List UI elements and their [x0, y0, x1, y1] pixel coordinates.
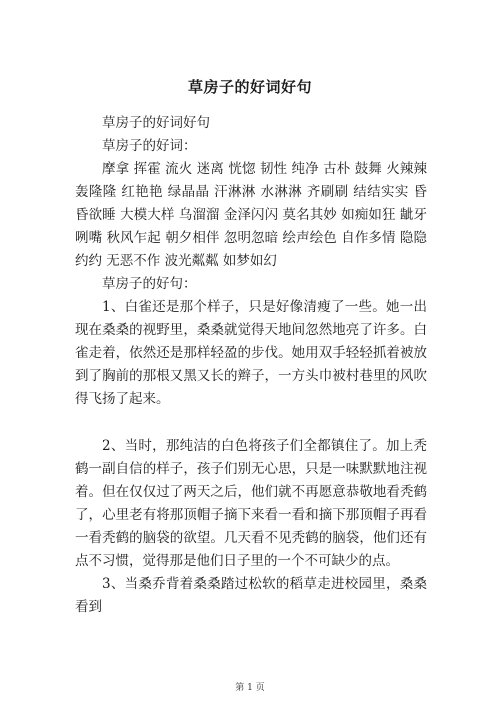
paragraph-spacer — [75, 411, 427, 435]
paragraph-word-list: 摩拿 挥霍 流火 迷离 恍惚 韧性 纯净 古朴 鼓舞 火辣辣 轰隆隆 红艳艳 绿晶晶 汗淋淋 水淋淋 齐刷刷 结结实实 昏昏欲睡 大模大样 乌溜溜 金泽闪闪 莫名其妙 如痴如狂 龇牙咧嘴 秋风乍起 朝夕相伴 忽明忽暗 绘声绘色 自作多情 隐隐约约 无恶不作 波光粼粼 如梦如幻 — [75, 161, 427, 269]
paragraph-sentence-3: 3、当桑乔背着桑桑踏过松软的稻草走进校园里，桑桑看到 — [75, 576, 427, 615]
document-body — [75, 112, 427, 619]
paragraph-words-heading: 草房子的好词： — [102, 138, 197, 154]
paragraph-heading: 草房子的好词好句 — [102, 115, 210, 131]
page-number: 第 1 页 — [235, 683, 265, 693]
paragraph-sentences-heading: 草房子的好句： — [102, 276, 197, 292]
document-title: 草房子的好词好句 — [187, 78, 312, 96]
paragraph-sentence-2: 2、当时，那纯洁的白色将孩子们全都镇住了。加上秃鹤一副自信的样子，孩子们别无心思，只是一味默默地注视着。但在仅仅过了两天之后，他们就不再愿意恭敬地看秃鹤了，心里老有将那顶帽子摘下来看一看和摘下那顶帽子再看一看秃鹤的脑袋的欲望。几天看不见秃鹤的脑袋，他们还有点不习惯，觉得那是他们日子里的一个不可缺少的点。 — [75, 438, 427, 569]
paragraph-sentence-1: 1、白雀还是那个样子，只是好像清瘦了一些。她一出现在桑桑的视野里，桑桑就觉得天地间忽然地亮了许多。白雀走着，依然还是那样轻盈的步伐。她用双手轻轻抓着被放到了胸前的那根又黑又长的辫子，一方头巾被村巷里的风吹得飞扬了起来。 — [75, 299, 427, 407]
